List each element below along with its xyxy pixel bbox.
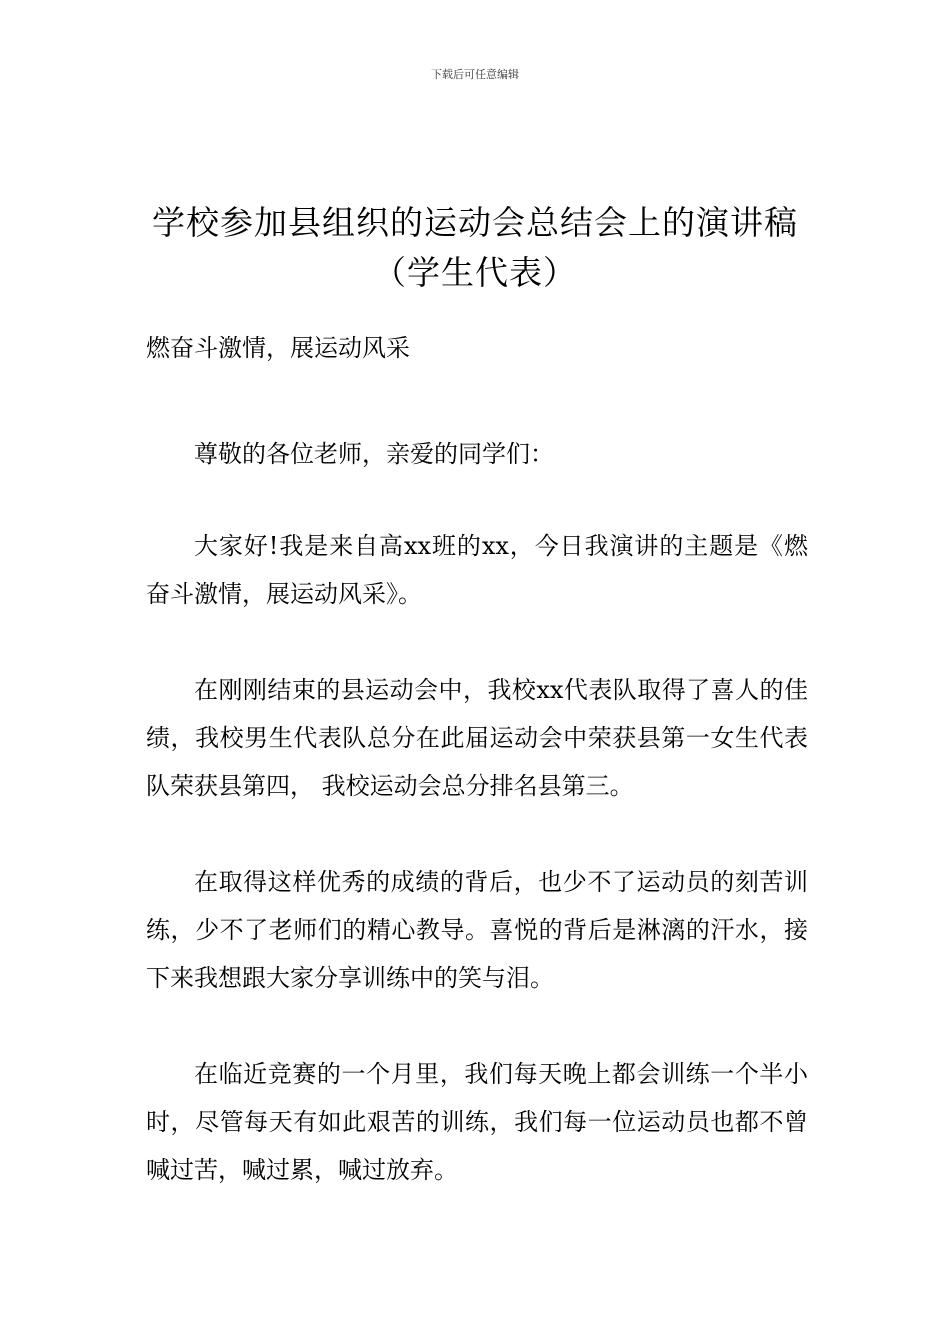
paragraph-greeting: 尊敬的各位老师，亲爱的同学们： <box>194 440 554 468</box>
document-title: 学校参加县组织的运动会总结会上的演讲稿（学生代表） <box>152 203 798 293</box>
paragraph-training-schedule: 在临近竞赛的一个月里，我们每天晚上都会训练一个半小时，尽管每天有如此艰苦的训练，我们每一位运动员也都不曾喊过苦，喊过累，喊过放弃。 <box>146 1060 808 1184</box>
paragraph-results: 在刚刚结束的县运动会中，我校xx代表队取得了喜人的佳绩，我校男生代表队总分在此届运动会中荣获县第一女生代表队荣获县第四， 我校运动会总分排名县第三。 <box>146 676 808 800</box>
document-subtitle: 燃奋斗激情，展运动风采 <box>146 334 410 362</box>
document-body <box>146 430 808 1242</box>
paragraph-training-effort: 在取得这样优秀的成绩的背后，也少不了运动员的刻苦训练，少不了老师们的精心教导。喜悦的背后是淋漓的汗水，接下来我想跟大家分享训练中的笑与泪。 <box>146 868 808 992</box>
header-note: 下载后可任意编辑 <box>431 68 519 81</box>
paragraph-introduction: 大家好!我是来自高xx班的xx，今日我演讲的主题是《燃奋斗激情，展运动风采》。 <box>146 532 808 608</box>
